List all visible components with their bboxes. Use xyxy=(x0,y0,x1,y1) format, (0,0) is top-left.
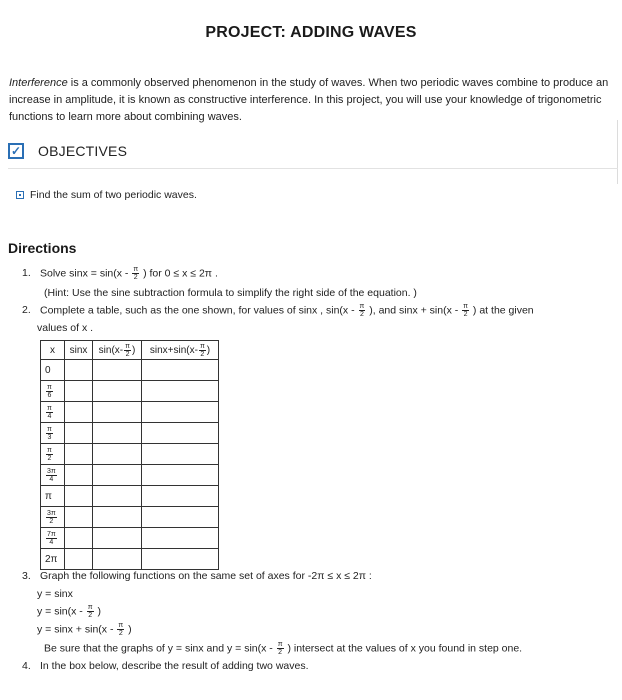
fraction: $\frac{\pi}{2}$ xyxy=(133,266,139,281)
intro-term: Interference xyxy=(9,77,68,89)
sum-cell[interactable] xyxy=(142,360,219,381)
x-value-cell xyxy=(41,507,65,528)
table-row xyxy=(41,528,219,549)
sum-cell[interactable] xyxy=(142,402,219,423)
square-bullet-icon xyxy=(16,191,24,199)
fraction: $\frac{\pi}{2}$ xyxy=(118,622,124,637)
sin-shift-cell[interactable] xyxy=(93,486,142,507)
sin-shift-cell[interactable] xyxy=(93,465,142,486)
step-2-continued: values of x . xyxy=(37,322,94,334)
x-value-cell xyxy=(41,465,65,486)
step-3: 3. Graph the following functions on the same set of axes for -2π ≤ x ≤ 2π : xyxy=(22,570,372,582)
page-edge-divider xyxy=(617,120,622,184)
x-value-cell xyxy=(41,528,65,549)
x-value-cell xyxy=(41,423,65,444)
column-header-sin-shift: sin(x- $\frac{\pi}{2}$ ) xyxy=(93,341,142,360)
table-row xyxy=(41,402,219,423)
fraction: $\frac{\pi}{3}$ xyxy=(47,425,52,441)
fraction: $\frac{3\pi}{4}$ xyxy=(47,467,56,483)
sin-shift-cell[interactable] xyxy=(93,444,142,465)
sum-cell[interactable] xyxy=(142,444,219,465)
fraction: $\frac{\pi}{2}$ xyxy=(277,641,283,656)
sinx-cell[interactable] xyxy=(65,465,93,486)
sum-cell[interactable] xyxy=(142,507,219,528)
sin-shift-cell[interactable] xyxy=(93,549,142,570)
directions-heading: Directions xyxy=(8,240,77,256)
fraction: $\frac{7\pi}{4}$ xyxy=(47,530,56,546)
table-row xyxy=(41,507,219,528)
fraction: $\frac{\pi}{4}$ xyxy=(47,404,52,420)
fraction: $\frac{\pi}{2}$ xyxy=(463,303,469,318)
sum-cell[interactable] xyxy=(142,486,219,507)
sinx-cell[interactable] xyxy=(65,444,93,465)
intro-text: is a commonly observed phenomenon in the study of waves. When two periodic waves combine to produce an increase in amplitude, it is known as constructive interference. In this project, you will use your knowledge of trigonometric functions to learn more about combining waves. xyxy=(9,77,609,123)
sin-shift-cell[interactable] xyxy=(93,381,142,402)
step-1-hint: (Hint: Use the sine subtraction formula to simplify the right side of the equation. ) xyxy=(44,287,417,299)
fraction: $\frac{\pi}{6}$ xyxy=(47,383,52,399)
function-3: y = sinx + sin(x - $\frac{\pi}{2}$ ) xyxy=(37,622,132,637)
function-1: y = sinx xyxy=(37,588,73,600)
values-table xyxy=(40,340,219,570)
page-title: PROJECT: ADDING WAVES xyxy=(205,24,417,41)
step-2: 2. Complete a table, such as the one shown, for values of sinx , sin(x - $\frac{\pi}{2}$ ), and sinx + sin(x - $\frac{\pi}{2}$ ) at the given xyxy=(22,303,534,318)
table-row xyxy=(41,549,219,570)
sin-shift-cell[interactable] xyxy=(93,528,142,549)
objective-item xyxy=(16,189,197,201)
objectives-header xyxy=(8,143,127,159)
x-value-cell: π xyxy=(41,486,65,507)
sin-shift-cell[interactable] xyxy=(93,402,142,423)
sin-shift-cell[interactable] xyxy=(93,423,142,444)
table-row xyxy=(41,486,219,507)
x-value-cell xyxy=(41,444,65,465)
sinx-cell[interactable] xyxy=(65,402,93,423)
column-header-sum: sinx+sin(x- $\frac{\pi}{2}$ ) xyxy=(142,341,219,360)
step-3-note: Be sure that the graphs of y = sinx and y = sin(x - $\frac{\pi}{2}$ ) intersect at the values of x you found in step one. xyxy=(44,641,523,656)
sinx-cell[interactable] xyxy=(65,360,93,381)
intro-paragraph xyxy=(9,75,614,126)
table-row xyxy=(41,423,219,444)
column-header-sinx: sinx xyxy=(65,341,93,360)
fraction: $\frac{\pi}{2}$ xyxy=(359,303,365,318)
sinx-cell[interactable] xyxy=(65,486,93,507)
x-value-cell: 0 xyxy=(41,360,65,381)
objectives-heading: OBJECTIVES xyxy=(38,143,128,159)
table-row xyxy=(41,465,219,486)
sinx-cell[interactable] xyxy=(65,549,93,570)
function-2: y = sin(x - $\frac{\pi}{2}$ ) xyxy=(37,604,101,619)
fraction: $\frac{3\pi}{2}$ xyxy=(47,509,56,525)
divider xyxy=(8,168,618,169)
x-value-cell: 2π xyxy=(41,549,65,570)
x-value-cell xyxy=(41,402,65,423)
sum-cell[interactable] xyxy=(142,381,219,402)
objective-text: Find the sum of two periodic waves. xyxy=(30,189,197,201)
table-row xyxy=(41,444,219,465)
column-header-x: x xyxy=(41,341,65,360)
sinx-cell[interactable] xyxy=(65,423,93,444)
x-value-cell xyxy=(41,381,65,402)
table-row xyxy=(41,360,219,381)
sinx-cell[interactable] xyxy=(65,528,93,549)
fraction: $\frac{\pi}{2}$ xyxy=(87,604,93,619)
checkbox-checked-icon: ✓ xyxy=(8,143,24,159)
step-4: 4. In the box below, describe the result of adding two waves. xyxy=(22,660,309,672)
sinx-cell[interactable] xyxy=(65,381,93,402)
table-row xyxy=(41,381,219,402)
sum-cell[interactable] xyxy=(142,528,219,549)
fraction: $\frac{\pi}{2}$ xyxy=(47,446,52,462)
sum-cell[interactable] xyxy=(142,423,219,444)
table-header-row xyxy=(41,341,219,360)
sum-cell[interactable] xyxy=(142,465,219,486)
step-1: 1. Solve sinx = sin(x - $\frac{\pi}{2}$ ) for 0 ≤ x ≤ 2π . xyxy=(22,266,218,281)
sinx-cell[interactable] xyxy=(65,507,93,528)
sum-cell[interactable] xyxy=(142,549,219,570)
sin-shift-cell[interactable] xyxy=(93,507,142,528)
sin-shift-cell[interactable] xyxy=(93,360,142,381)
